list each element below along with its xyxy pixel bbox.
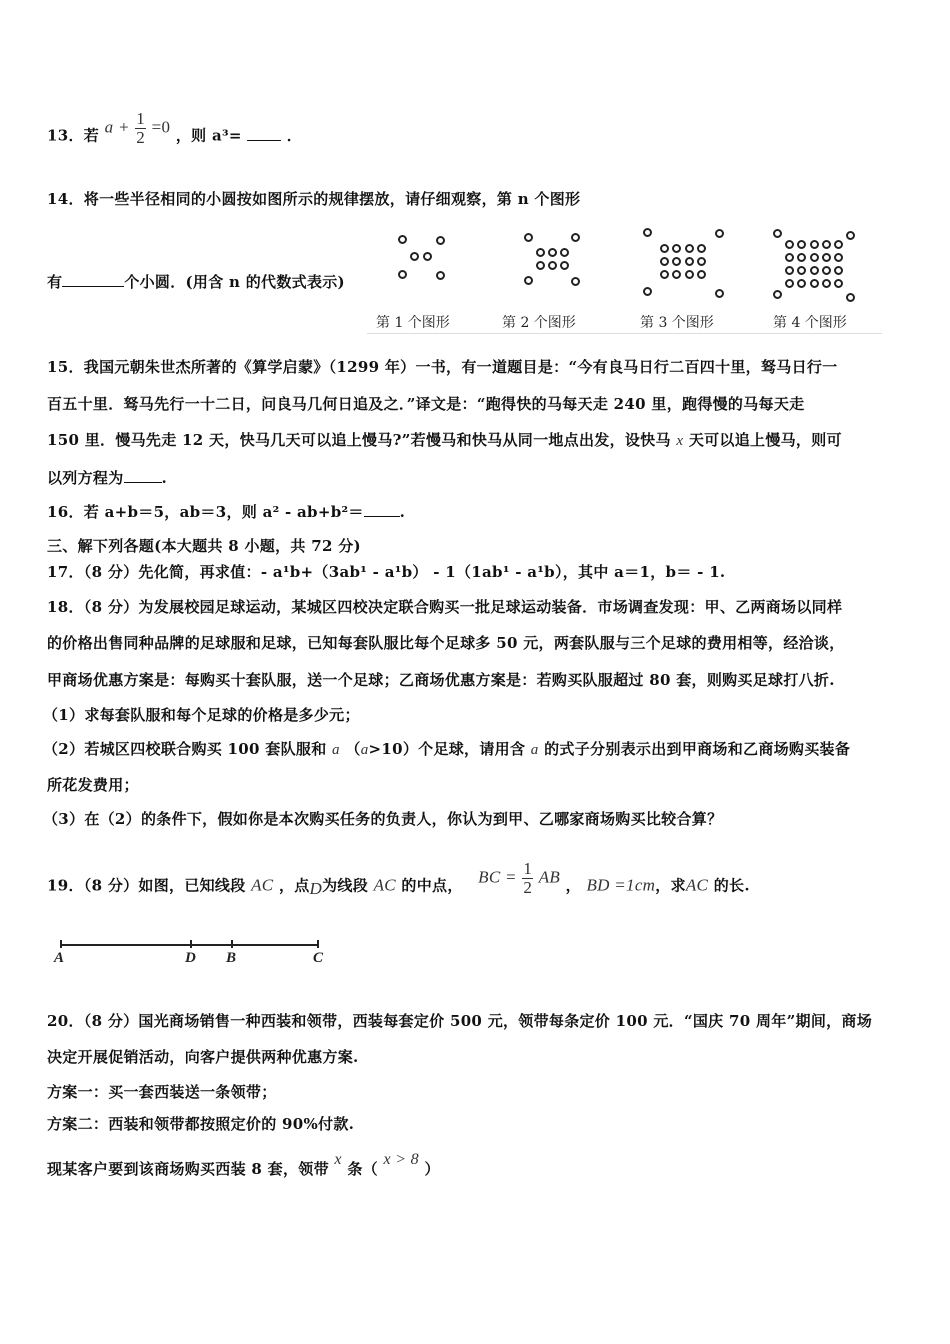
circle-icon [571, 233, 580, 242]
circle-icon [524, 276, 533, 285]
circle-icon [810, 279, 819, 288]
point-label-b: B [226, 950, 237, 966]
circle-icon [785, 266, 794, 275]
circle-icon [822, 266, 831, 275]
figure-2-caption: 第 2 个图形 [502, 315, 576, 331]
q19-fraction: $\frac{1}{2}$ [523, 859, 533, 897]
circle-icon [697, 244, 706, 253]
circle-icon [672, 244, 681, 253]
question-18-sub2: （2）若城区四校联合购买 100 套队服和 a （a>10）个足球，请用含 a 的式子分别表示出到甲商场和乙商场购买装备 [43, 740, 851, 758]
question-16: 16．若 a+b＝5，ab＝3，则 a² - ab+b²＝ . [47, 503, 406, 521]
circle-icon [785, 253, 794, 262]
circle-icon [697, 257, 706, 266]
circle-icon [773, 229, 782, 238]
question-15-line4: 以列方程为 . [47, 469, 168, 487]
circle-icon [797, 266, 806, 275]
section-3-title: 三、解下列各题(本大题共 8 小题，共 72 分) [47, 537, 361, 555]
circle-icon [536, 261, 545, 270]
tick-c [317, 940, 319, 948]
question-20-line1: 20．（8 分）国光商场销售一种西装和领带，西装每套定价 500 元，领带每条定价 100 元．“国庆 70 周年”期间，商场 [47, 1012, 873, 1030]
circle-icon [660, 270, 669, 279]
circle-icon [834, 240, 843, 249]
question-13: 13．若 a + $\frac{1}{2}$ =0 ，则 a³= ． [47, 109, 303, 147]
circle-icon [660, 257, 669, 266]
q13-tail: ，则 a³= [175, 126, 242, 145]
circle-icon [571, 277, 580, 286]
question-18-sub1: （1）求每套队服和每个足球的价格是多少元； [43, 706, 360, 724]
circle-icon [560, 261, 569, 270]
circle-icon [834, 266, 843, 275]
question-20-line5: 现某客户要到该商场购买西装 8 套，领带 x 条（ x > 8 ） [47, 1151, 440, 1178]
tick-b [231, 940, 233, 948]
question-17: 17．（8 分）先化简，再求值：- a¹b+（3ab¹ - a¹b） - 1（1ab¹ - a¹b），其中 a＝1，b＝ - 1. [47, 563, 726, 581]
q14-answer-blank[interactable] [62, 274, 124, 287]
circle-icon [797, 279, 806, 288]
question-18-line3: 甲商场优惠方案是：每购买十套队服，送一个足球；乙商场优惠方案是：若购买队服超过 80 套，则购买足球打八折. [47, 671, 835, 689]
circle-icon [773, 290, 782, 299]
circle-icon [834, 279, 843, 288]
question-19: 19．（8 分）如图，已知线段 AC ，点D为线段 AC 的中点， BC = $\frac{1}{2}$ AB ， BD =1cm，求AC 的长. [47, 859, 750, 898]
q13-answer-blank[interactable] [247, 128, 281, 141]
circle-icon [398, 270, 407, 279]
question-18-sub2-line2: 所花发费用； [47, 776, 139, 794]
circle-icon [846, 231, 855, 240]
circle-icon [785, 240, 794, 249]
circle-icon [398, 235, 407, 244]
circle-icon [643, 228, 652, 237]
circle-icon [810, 253, 819, 262]
circle-icon [810, 266, 819, 275]
circle-icon [715, 289, 724, 298]
circle-icon [785, 279, 794, 288]
circle-icon [672, 257, 681, 266]
circle-icon [536, 248, 545, 257]
question-18-line1: 18．（8 分）为发展校园足球运动，某城区四校决定联合购买一批足球运动装备．市场调查发现：甲、乙两商场以同样 [47, 598, 843, 616]
circle-icon [697, 270, 706, 279]
circle-icon [846, 293, 855, 302]
question-18-line2: 的价格出售同种品牌的足球服和足球，已知每套队服比每个足球多 50 元，两套队服与三个足球的费用相等，经洽谈， [47, 634, 845, 652]
point-label-c: C [313, 950, 324, 966]
circle-icon [410, 252, 419, 261]
q15-answer-blank[interactable] [124, 470, 162, 483]
question-14-line1: 14．将一些半径相同的小圆按如图所示的规律摆放，请仔细观察，第 n 个图形 [47, 190, 581, 208]
circle-icon [797, 253, 806, 262]
figure-1-caption: 第 1 个图形 [376, 315, 450, 331]
tick-a [60, 940, 62, 948]
circle-icon [797, 240, 806, 249]
q13-expr-a: a + [104, 117, 130, 137]
circle-icon [822, 279, 831, 288]
circle-icon [660, 244, 669, 253]
circle-icon [685, 244, 694, 253]
circle-icon [643, 287, 652, 296]
figure-3-caption: 第 3 个图形 [640, 315, 714, 331]
circle-icon [548, 248, 557, 257]
question-15-line2: 百五十里．驽马先行一十二日，问良马几何日追及之．”译文是：“跑得快的马每天走 240 里，跑得慢的马每天走 [47, 395, 805, 413]
question-20-line2: 决定开展促销活动，向客户提供两种优惠方案. [47, 1048, 359, 1066]
circle-icon [822, 253, 831, 262]
question-15-line3: 150 里．慢马先走 12 天，快马几天可以追上慢马?”若慢马和快马从同一地点出发，设快马 x 天可以追上慢马，则可 [47, 431, 842, 449]
circle-icon [524, 233, 533, 242]
circle-icon [810, 240, 819, 249]
point-label-a: A [54, 950, 65, 966]
tick-d [190, 940, 192, 948]
q13-fraction: $\frac{1}{2}$ [136, 109, 146, 147]
circle-icon [685, 257, 694, 266]
point-label-d: D [185, 950, 196, 966]
circle-icon [560, 248, 569, 257]
question-14-line2: 有 个小圆．(用含 n 的代数式表示) [47, 273, 345, 291]
circle-icon [834, 253, 843, 262]
circle-icon [715, 229, 724, 238]
question-18-sub3: （3）在（2）的条件下，假如你是本次购买任务的负责人，你认为到甲、乙哪家商场购买比较合算？ [43, 810, 723, 828]
circle-icon [548, 261, 557, 270]
figure-divider [367, 333, 882, 334]
circle-icon [672, 270, 681, 279]
circle-icon [436, 271, 445, 280]
circle-icon [423, 252, 432, 261]
q13-number: 13．若 [47, 126, 100, 145]
figure-4-caption: 第 4 个图形 [773, 315, 847, 331]
segment-ac [60, 944, 318, 946]
circle-icon [685, 270, 694, 279]
q13-expr-eq: =0 [151, 117, 171, 137]
circle-icon [436, 236, 445, 245]
q16-answer-blank[interactable] [364, 504, 400, 517]
question-20-plan1: 方案一：买一套西装送一条领带； [47, 1083, 277, 1101]
question-15-line1: 15．我国元朝朱世杰所著的《算学启蒙》（1299 年）一书，有一道题目是：“今有良马日行二百四十里，驽马日行一 [47, 358, 838, 376]
question-20-plan2: 方案二：西装和领带都按照定价的 90%付款. [47, 1115, 355, 1133]
circle-icon [822, 240, 831, 249]
